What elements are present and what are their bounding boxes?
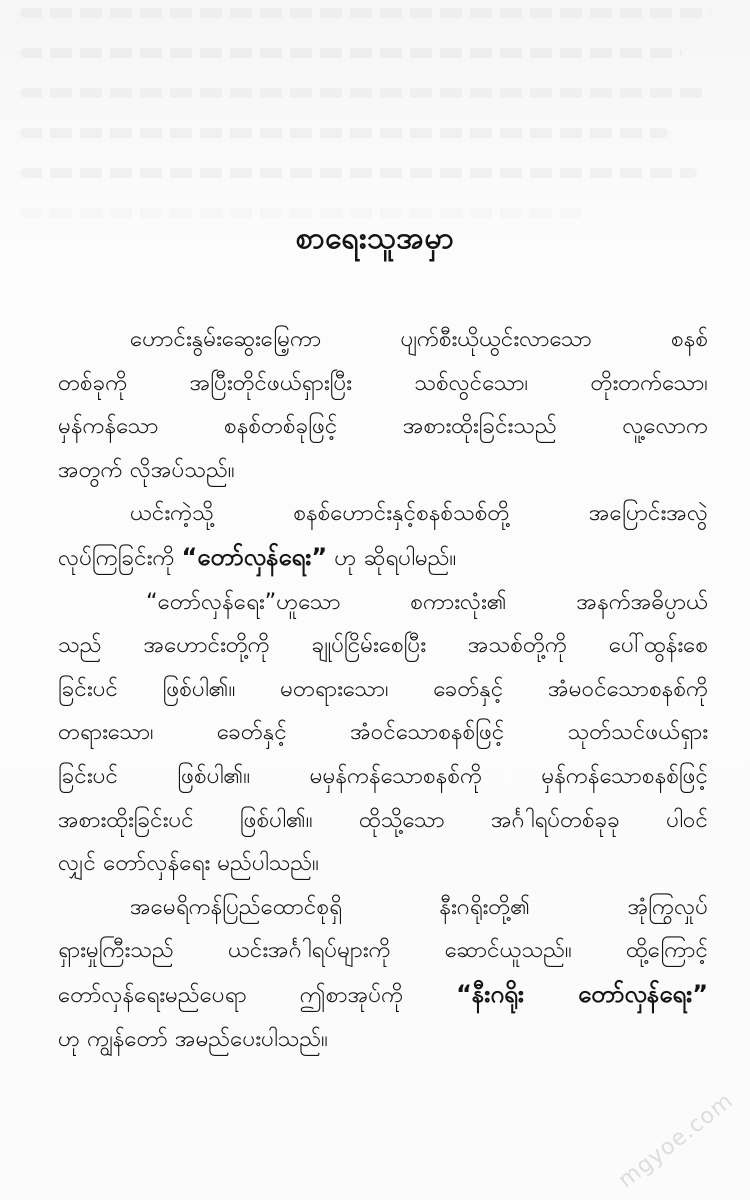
- text-line: တရားသော၊ ခေတ်နှင့် အံဝင်သောစနစ်ဖြင့် သုတ်သင်ဖယ်ရှား: [58, 719, 708, 746]
- paragraph-2: [58, 492, 708, 580]
- text-line: ရှားမှုကြီးသည် ယင်းအင်္ဂါရပ်များကို ဆောင်ယူသည်။ ထို့ကြောင့်: [58, 937, 708, 964]
- paragraph-1: [58, 318, 708, 492]
- text-line: ဟောင်းနွမ်းဆွေးမြေ့ကာ ပျက်စီးယိုယွင်းလာသော စနစ်: [130, 326, 708, 352]
- text-line: “တော်လှန်ရေး”ဟူသော စကားလုံး၏ အနက်အဓိပ္ပာယ်: [146, 588, 708, 615]
- text-line: လျှင် တော်လှန်ရေး မည်ပါသည်။: [58, 850, 319, 877]
- text-line: အတွက် လိုအပ်သည်။: [58, 456, 235, 483]
- bold-phrase-book-title: “နီးဂရိုး တော်လှန်ရေး”: [456, 979, 708, 1008]
- text-run: ဟု ဆိုရပါမည်။: [327, 544, 457, 571]
- text-line: မှန်ကန်သော စနစ်တစ်ခုဖြင့် အစားထိုးခြင်းသည် လူ့လောက: [58, 413, 708, 440]
- bold-phrase-revolution: “တော်လှန်ရေး”: [181, 542, 328, 571]
- text-run: လုပ်ကြခြင်းကို: [58, 544, 182, 571]
- page-title: စာရေးသူအမှာ: [295, 221, 455, 256]
- text-line: [58, 536, 708, 581]
- site-watermark: mgyoe.com: [613, 1088, 738, 1194]
- text-line: [58, 973, 708, 1018]
- paragraph-4: [58, 886, 708, 1061]
- text-line: အစားထိုးခြင်းပင် ဖြစ်ပါ၏။ ထိုသို့သော အင်္ဂါရပ်တစ်ခုခု ပါဝင်: [58, 806, 708, 833]
- text-line: အမေရိကန်ပြည်ထောင်စုရှိ နီးဂရိုးတို့၏ အုံကြွလှုပ်: [130, 893, 708, 920]
- text-line: ဟု ကျွန်တော် အမည်ပေးပါသည်။: [58, 1025, 328, 1052]
- text-line: သည် အဟောင်းတို့ကို ချုပ်ငြိမ်းစေပြီး အသစ်တို့ကို ပေါ်ထွန်းစေ: [58, 632, 708, 659]
- text-line: ခြင်းပင် ဖြစ်ပါ၏။ မမှန်ကန်သောစနစ်ကို မှန်ကန်သောစနစ်ဖြင့်: [58, 762, 708, 789]
- paragraph-3: [58, 581, 708, 886]
- text-line: ခြင်းပင် ဖြစ်ပါ၏။ မတရားသော၊ ခေတ်နှင့် အံမဝင်သောစနစ်ကို: [58, 675, 708, 702]
- text-run: တော်လှန်ရေးမည်ပေရာ ဤစာအုပ်ကို: [58, 981, 457, 1008]
- text-line: တစ်ခုကို အပြီးတိုင်ဖယ်ရှားပြီး သစ်လွင်သော၊ တိုးတက်သော၊: [58, 369, 708, 396]
- preface-body: [58, 318, 708, 1061]
- text-line: ယင်းကဲ့သို့ စနစ်ဟောင်းနှင့်စနစ်သစ်တို့ အပြောင်းအလွဲ: [130, 500, 708, 527]
